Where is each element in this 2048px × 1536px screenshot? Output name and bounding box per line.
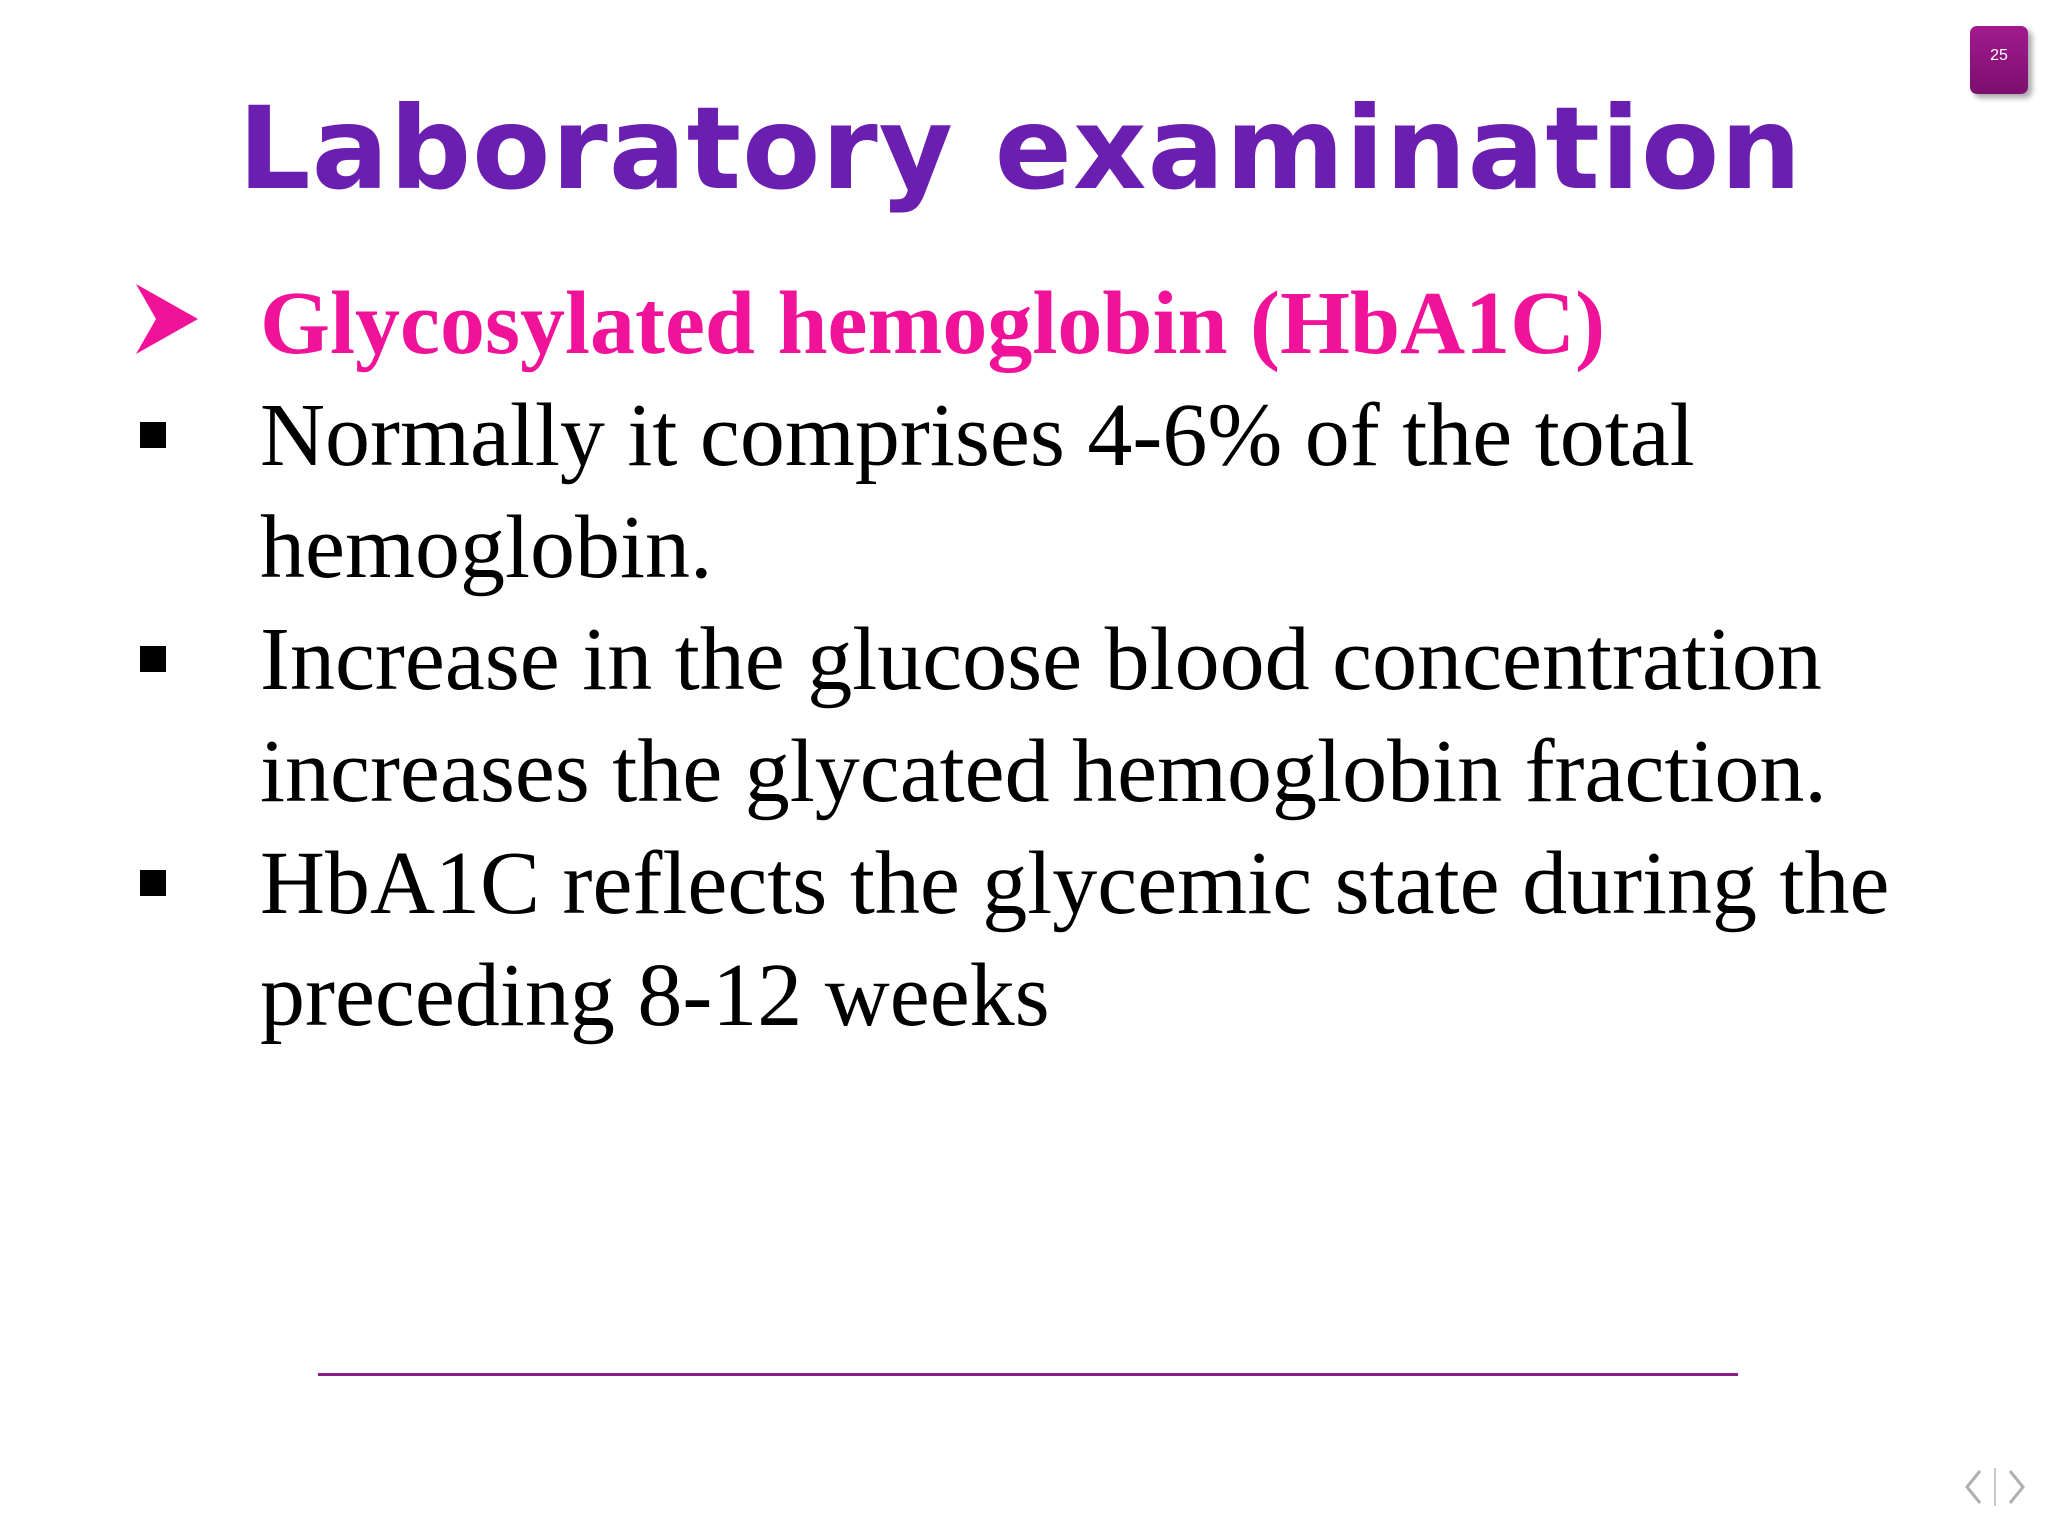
subheading: Glycosylated hemoglobin (HbA1C) bbox=[260, 274, 1606, 373]
page-number-badge bbox=[1970, 26, 2028, 94]
square-bullet-icon bbox=[140, 646, 166, 672]
slide-title: Laboratory examination bbox=[238, 82, 1803, 215]
bullet-item bbox=[0, 604, 2048, 828]
bullet-text: Normally it comprises 4-6% of the total hemoglobin. bbox=[260, 386, 1695, 597]
next-slide-button[interactable] bbox=[2002, 1466, 2032, 1508]
slide-content bbox=[0, 268, 2048, 1052]
bullet-item bbox=[0, 828, 2048, 1052]
bullet-text: HbA1C reflects the glycemic state during the preceding 8-12 weeks bbox=[260, 834, 1890, 1045]
slide-navigation bbox=[1958, 1466, 2032, 1508]
square-bullet-icon bbox=[140, 422, 166, 448]
subheading-row bbox=[0, 268, 2048, 380]
square-bullet-icon bbox=[140, 870, 166, 896]
page-number: 25 bbox=[1990, 47, 2008, 64]
previous-slide-button[interactable] bbox=[1958, 1466, 1988, 1508]
chevron-right-icon bbox=[2007, 1468, 2027, 1506]
bullet-item bbox=[0, 380, 2048, 604]
navigation-separator bbox=[1994, 1468, 1996, 1506]
footer-divider bbox=[318, 1373, 1738, 1376]
arrowhead-icon bbox=[134, 282, 200, 356]
bullet-text: Increase in the glucose blood concentration increases the glycated hemoglobin fraction. bbox=[260, 610, 1827, 821]
chevron-left-icon bbox=[1963, 1468, 1983, 1506]
